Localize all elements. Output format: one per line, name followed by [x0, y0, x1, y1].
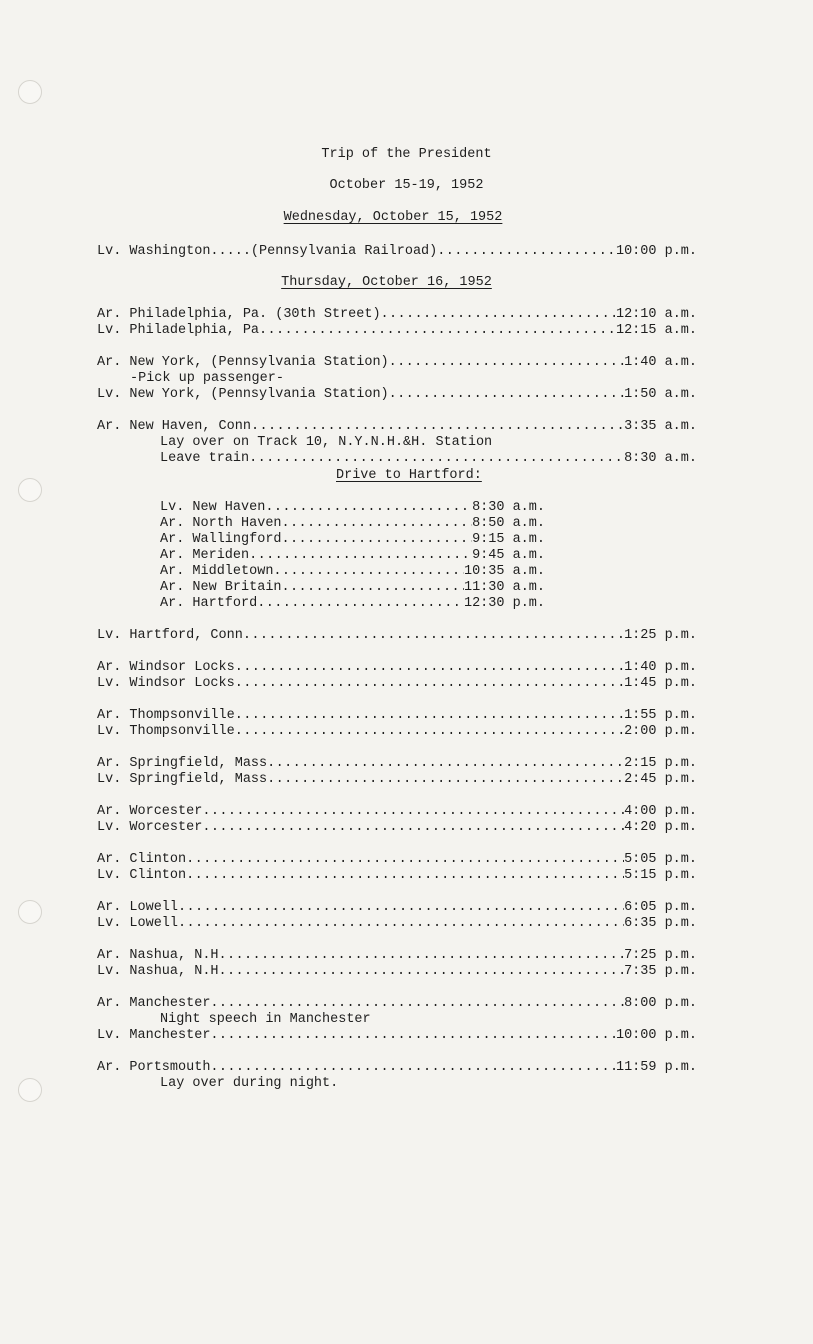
schedule-row: Lv. Nashua, N.H ..... 7:35 p.m.: [97, 964, 697, 980]
drive-stop-row: Lv. New Haven ..... 8:30 a.m.: [160, 500, 545, 516]
schedule-row: Ar. Thompsonville ..... 1:55 p.m.: [97, 708, 697, 724]
schedule-row: Lv. Washington.....(Pennsylvania Railroad) ..... 10:00 p.m.: [97, 244, 697, 260]
schedule-row: Ar. Manchester ..... 8:00 p.m.: [97, 996, 697, 1012]
schedule-row: Ar. Portsmouth ..... 11:59 p.m.: [97, 1060, 697, 1076]
drive-stop-row: Ar. Hartford ..... 12:30 p.m.: [160, 596, 545, 612]
schedule-row: Lv. Thompsonville ..... 2:00 p.m.: [97, 724, 697, 740]
drive-stop-row: Ar. Meriden ..... 9:45 a.m.: [160, 548, 545, 564]
schedule-row: Lv. Springfield, Mass ..... 2:45 p.m.: [97, 772, 697, 788]
schedule-row: Ar. Worcester ..... 4:00 p.m.: [97, 804, 697, 820]
schedule-row: Lv. Clinton ..... 5:15 p.m.: [97, 868, 697, 884]
punch-hole: [18, 478, 42, 502]
schedule-note: -Pick up passenger-: [130, 371, 284, 386]
schedule-row: Leave train ..... 8:30 a.m.: [160, 451, 697, 467]
schedule-row: Lv. Hartford, Conn ..... 1:25 p.m.: [97, 628, 697, 644]
schedule-row: Ar. Lowell ..... 6:05 p.m.: [97, 900, 697, 916]
schedule-row: Lv. Lowell ..... 6:35 p.m.: [97, 916, 697, 932]
drive-stop-row: Ar. North Haven ..... 8:50 a.m.: [160, 516, 545, 532]
schedule-row: Lv. Philadelphia, Pa ..... 12:15 a.m.: [97, 323, 697, 339]
schedule-row: Ar. Springfield, Mass ..... 2:15 p.m.: [97, 756, 697, 772]
schedule-row: Ar. Clinton ..... 5:05 p.m.: [97, 852, 697, 868]
drive-stop-row: Ar. New Britain ..... 11:30 a.m.: [160, 580, 545, 596]
schedule-row: Lv. New York, (Pennsylvania Station) ..... 1:50 a.m.: [97, 387, 697, 403]
schedule-row: Lv. Manchester ..... 10:00 p.m.: [97, 1028, 697, 1044]
page-title: Trip of the President: [321, 147, 492, 162]
drive-heading: Drive to Hartford:: [336, 468, 482, 483]
day-heading-thursday: Thursday, October 16, 1952: [281, 275, 492, 290]
schedule-row: Ar. Philadelphia, Pa. (30th Street) ..... 12:10 a.m.: [97, 307, 697, 323]
drive-stop-row: Ar. Middletown ..... 10:35 a.m.: [160, 564, 545, 580]
punch-hole: [18, 1078, 42, 1102]
schedule-row: Lv. Worcester ..... 4:20 p.m.: [97, 820, 697, 836]
schedule-row: Ar. Windsor Locks ..... 1:40 p.m.: [97, 660, 697, 676]
schedule-row: Ar. New York, (Pennsylvania Station) ..... 1:40 a.m.: [97, 355, 697, 371]
punch-hole: [18, 900, 42, 924]
schedule-note: Night speech in Manchester: [160, 1012, 371, 1027]
schedule-row: Ar. New Haven, Conn ..... 3:35 a.m.: [97, 419, 697, 435]
schedule-note: Lay over during night.: [160, 1076, 339, 1091]
day-heading-wednesday: Wednesday, October 15, 1952: [283, 210, 503, 225]
drive-stop-row: Ar. Wallingford ..... 9:15 a.m.: [160, 532, 545, 548]
trip-dates: October 15-19, 1952: [329, 178, 484, 193]
schedule-note: Lay over on Track 10, N.Y.N.H.&H. Station: [160, 435, 493, 450]
punch-hole: [18, 80, 42, 104]
schedule-row: Ar. Nashua, N.H ..... 7:25 p.m.: [97, 948, 697, 964]
schedule-row: Lv. Windsor Locks ..... 1:45 p.m.: [97, 676, 697, 692]
